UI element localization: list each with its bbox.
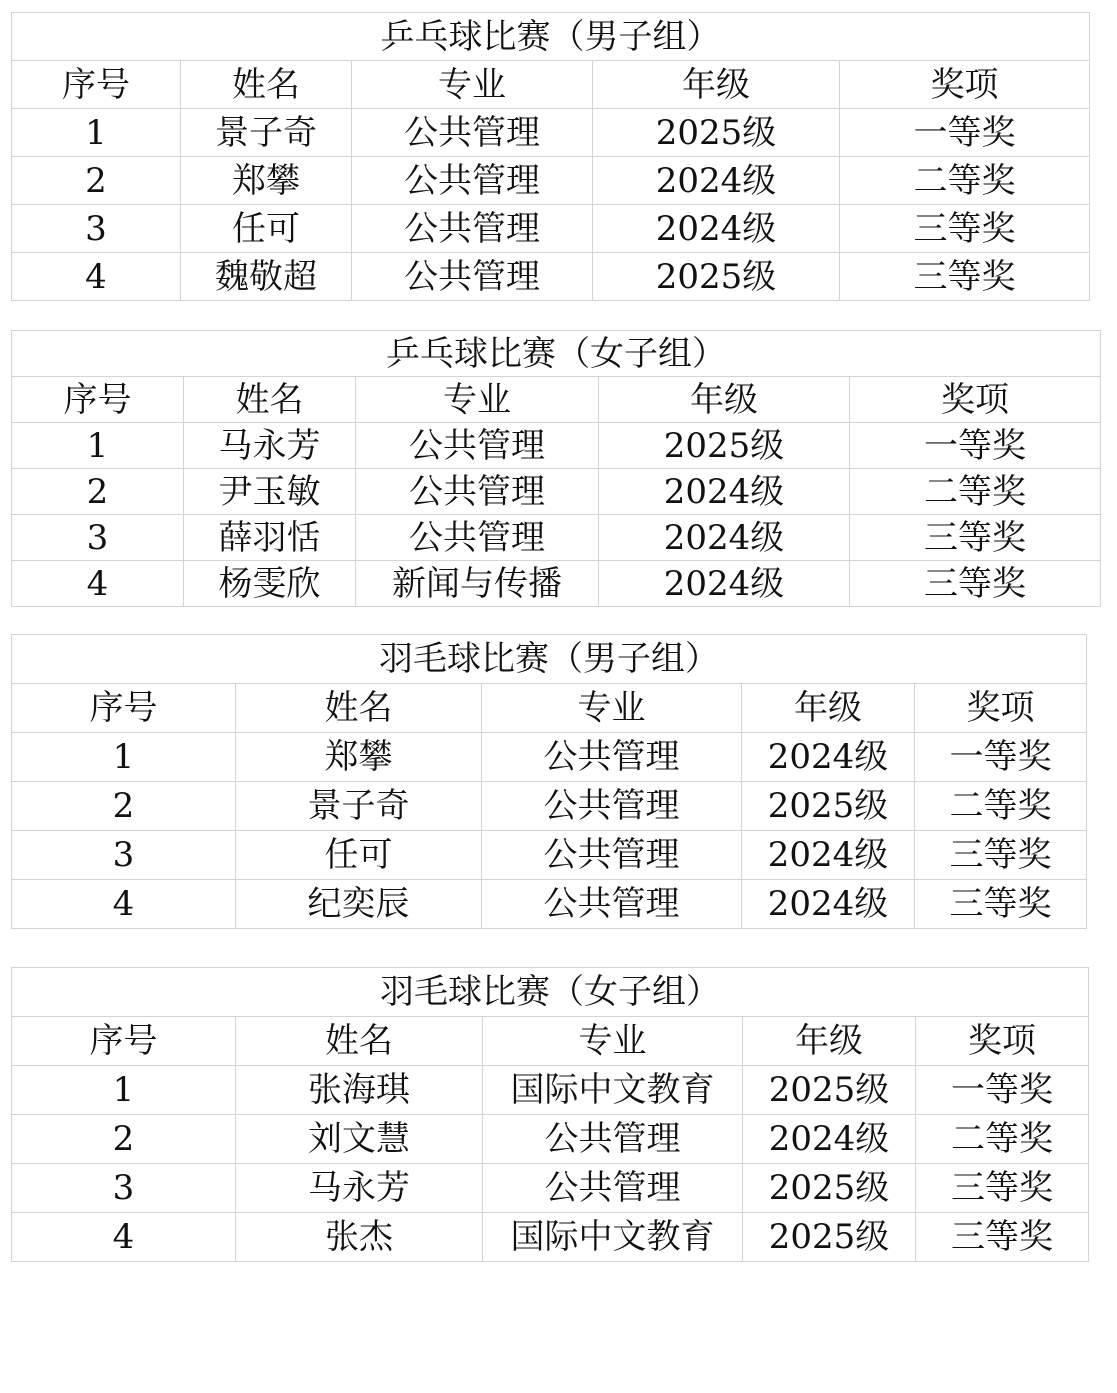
cell: 杨雯欣: [184, 561, 356, 607]
header-cell: 专业: [483, 1017, 743, 1066]
cell: 二等奖: [916, 1115, 1089, 1164]
cell: 2024级: [742, 831, 915, 880]
cell: 马永芳: [184, 423, 356, 469]
table-row: [12, 253, 1090, 301]
award-table: [11, 330, 1101, 607]
header-cell: 奖项: [915, 684, 1087, 733]
cell: 张杰: [236, 1213, 483, 1262]
header-cell: 姓名: [184, 377, 356, 423]
cell: 公共管理: [352, 253, 593, 301]
table-row: [12, 880, 1087, 929]
table-row: [12, 109, 1090, 157]
table-badminton-women: [11, 967, 1088, 1262]
cell: 三等奖: [915, 831, 1087, 880]
cell: 任可: [236, 831, 482, 880]
cell: 公共管理: [482, 782, 742, 831]
header-cell: 序号: [12, 61, 181, 109]
cell: 公共管理: [482, 733, 742, 782]
table-row: [12, 515, 1101, 561]
cell: 公共管理: [482, 831, 742, 880]
header-cell: 专业: [352, 61, 593, 109]
cell: 1: [12, 1066, 236, 1115]
table-title: 乒乓球比赛（女子组）: [12, 331, 1101, 377]
cell: 薛羽恬: [184, 515, 356, 561]
cell: 2: [12, 157, 181, 205]
header-row: [12, 377, 1101, 423]
cell: 2024级: [599, 561, 850, 607]
cell: 国际中文教育: [483, 1066, 743, 1115]
cell: 郑攀: [236, 733, 482, 782]
cell: 三等奖: [840, 205, 1090, 253]
cell: 魏敬超: [181, 253, 352, 301]
cell: 二等奖: [915, 782, 1087, 831]
cell: 三等奖: [840, 253, 1090, 301]
award-table: [11, 967, 1089, 1262]
cell: 2024级: [593, 205, 840, 253]
cell: 4: [12, 561, 184, 607]
header-cell: 年级: [593, 61, 840, 109]
cell: 2: [12, 782, 236, 831]
cell: 3: [12, 515, 184, 561]
cell: 2024级: [743, 1115, 916, 1164]
cell: 景子奇: [236, 782, 482, 831]
cell: 公共管理: [356, 423, 599, 469]
header-cell: 年级: [742, 684, 915, 733]
table-pingpong-men: [11, 12, 1089, 301]
header-row: [12, 1017, 1089, 1066]
cell: 4: [12, 880, 236, 929]
cell: 公共管理: [482, 880, 742, 929]
table-row: [12, 423, 1101, 469]
header-cell: 专业: [482, 684, 742, 733]
table-row: [12, 1213, 1089, 1262]
table-row: [12, 782, 1087, 831]
cell: 景子奇: [181, 109, 352, 157]
table-row: [12, 1115, 1089, 1164]
cell: 马永芳: [236, 1164, 483, 1213]
table-row: [12, 561, 1101, 607]
cell: 3: [12, 205, 181, 253]
cell: 2: [12, 469, 184, 515]
table-row: [12, 831, 1087, 880]
cell: 任可: [181, 205, 352, 253]
cell: 尹玉敏: [184, 469, 356, 515]
header-cell: 奖项: [916, 1017, 1089, 1066]
header-cell: 序号: [12, 1017, 236, 1066]
header-cell: 序号: [12, 377, 184, 423]
header-row: [12, 61, 1090, 109]
cell: 2025级: [743, 1164, 916, 1213]
cell: 刘文慧: [236, 1115, 483, 1164]
header-cell: 序号: [12, 684, 236, 733]
cell: 2025级: [743, 1066, 916, 1115]
cell: 张海琪: [236, 1066, 483, 1115]
cell: 一等奖: [916, 1066, 1089, 1115]
title-row: [12, 968, 1089, 1017]
table-title: 羽毛球比赛（女子组）: [12, 968, 1089, 1017]
cell: 郑攀: [181, 157, 352, 205]
cell: 公共管理: [483, 1115, 743, 1164]
header-cell: 年级: [599, 377, 850, 423]
title-row: [12, 13, 1090, 61]
cell: 4: [12, 1213, 236, 1262]
cell: 1: [12, 109, 181, 157]
cell: 公共管理: [352, 109, 593, 157]
title-row: [12, 635, 1087, 684]
cell: 一等奖: [915, 733, 1087, 782]
award-table: [11, 12, 1090, 301]
cell: 2: [12, 1115, 236, 1164]
table-row: [12, 469, 1101, 515]
cell: 二等奖: [850, 469, 1101, 515]
cell: 3: [12, 831, 236, 880]
cell: 2025级: [593, 109, 840, 157]
cell: 公共管理: [483, 1164, 743, 1213]
cell: 1: [12, 733, 236, 782]
table-row: [12, 733, 1087, 782]
cell: 三等奖: [916, 1164, 1089, 1213]
table-title: 乒乓球比赛（男子组）: [12, 13, 1090, 61]
cell: 2024级: [599, 469, 850, 515]
cell: 公共管理: [356, 469, 599, 515]
header-cell: 姓名: [236, 1017, 483, 1066]
cell: 一等奖: [840, 109, 1090, 157]
table-row: [12, 205, 1090, 253]
cell: 2025级: [599, 423, 850, 469]
cell: 新闻与传播: [356, 561, 599, 607]
title-row: [12, 331, 1101, 377]
cell: 公共管理: [352, 157, 593, 205]
table-row: [12, 1164, 1089, 1213]
award-table: [11, 634, 1087, 929]
cell: 4: [12, 253, 181, 301]
header-cell: 奖项: [850, 377, 1101, 423]
cell: 三等奖: [850, 561, 1101, 607]
cell: 1: [12, 423, 184, 469]
cell: 公共管理: [352, 205, 593, 253]
header-cell: 姓名: [236, 684, 482, 733]
cell: 三等奖: [916, 1213, 1089, 1262]
cell: 二等奖: [840, 157, 1090, 205]
header-cell: 奖项: [840, 61, 1090, 109]
cell: 纪奕辰: [236, 880, 482, 929]
cell: 2024级: [593, 157, 840, 205]
cell: 2024级: [599, 515, 850, 561]
cell: 3: [12, 1164, 236, 1213]
cell: 三等奖: [915, 880, 1087, 929]
cell: 三等奖: [850, 515, 1101, 561]
cell: 一等奖: [850, 423, 1101, 469]
header-cell: 专业: [356, 377, 599, 423]
table-row: [12, 157, 1090, 205]
cell: 2025级: [742, 782, 915, 831]
table-row: [12, 1066, 1089, 1115]
cell: 2024级: [742, 733, 915, 782]
table-badminton-men: [11, 634, 1086, 929]
cell: 2024级: [742, 880, 915, 929]
header-cell: 年级: [743, 1017, 916, 1066]
table-pingpong-women: [11, 330, 1100, 607]
table-title: 羽毛球比赛（男子组）: [12, 635, 1087, 684]
header-cell: 姓名: [181, 61, 352, 109]
cell: 2025级: [743, 1213, 916, 1262]
cell: 国际中文教育: [483, 1213, 743, 1262]
header-row: [12, 684, 1087, 733]
cell: 2025级: [593, 253, 840, 301]
cell: 公共管理: [356, 515, 599, 561]
